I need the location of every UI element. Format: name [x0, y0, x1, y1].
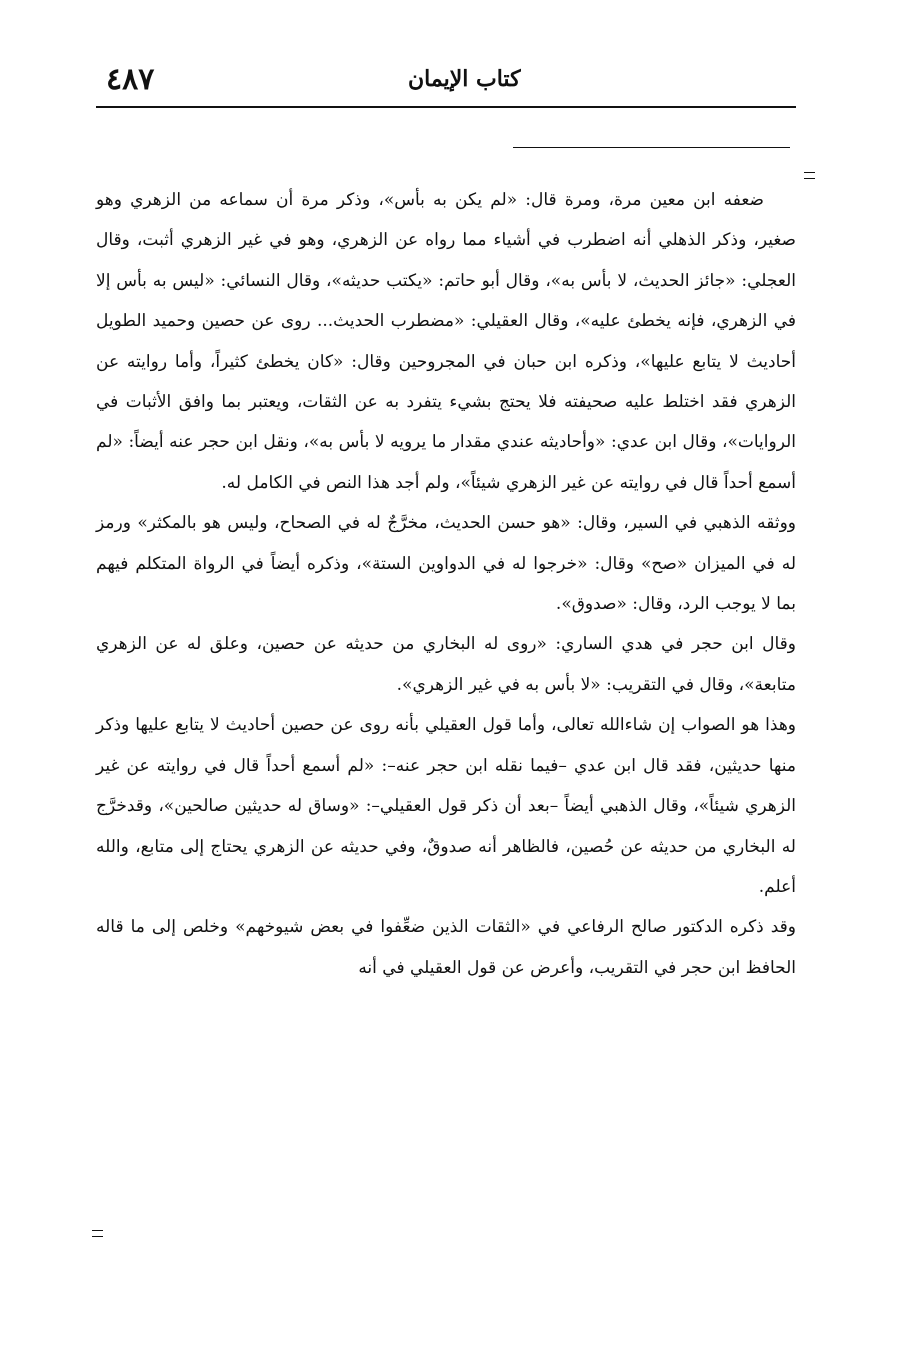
page-header	[96, 62, 796, 106]
paragraph: ضعفه ابن معين مرة، ومرة قال: «لم يكن به بأس»، وذكر مرة أن سماعه من الزهري وهو صغير، وذكر الذهلي أنه اضطرب في أشياء مما رواه عن الزهري، وهو في غير الزهري أثبت، وقال العجلي: «جائز الحديث، لا بأس به»، وقال أبو حاتم: «يكتب حديثه»، وقال النسائي: «ليس به بأس إلا في الزهري، فإنه يخطئ عليه»، وقال العقيلي: «مضطرب الحديث... روى عن حصين وحميد الطويل أحاديث لا يتابع عليها»، وذكره ابن حبان في المجروحين وقال: «كان يخطئ كثيراً، وأما روايته عن الزهري فقد اختلط عليه صحيفته فلا يحتج بشيء يتفرد به عن الثقات، ويعتبر بما وافق الأثبات في الروايات»، وقال ابن عدي: «وأحاديثه عندي مقدار ما يرويه لا بأس به»، ونقل ابن حجر عنه أيضاً: «لم أسمع أحداً قال في روايته عن غير الزهري شيئاً»، ولم أجد هذا النص في الكامل له.	[96, 190, 796, 493]
paragraph: وقد ذكره الدكتور صالح الرفاعي في «الثقات الذين ضعِّفوا في بعض شيوخهم» وخلص إلى ما قاله الحافظ ابن حجر في التقريب، وأعرض عن قول العقيلي في أنه	[96, 917, 796, 978]
running-title: كتاب الإيمان	[408, 66, 521, 92]
paragraph: وقال ابن حجر في هدي الساري: «روى له البخاري من حديثه عن حصين، وعلق له عن الزهري متابعة»، وقال في التقريب: «لا بأس به في غير الزهري».	[96, 634, 796, 695]
continuation-mark-top	[804, 172, 815, 179]
paragraph: ووثقه الذهبي في السير، وقال: «هو حسن الحديث، مخرَّجٌ له في الصحاح، وليس هو بالمكثر» ورمز له في الميزان «صح» وقال: «خرجوا له في الدواوين الستة»، وذكره أيضاً في الرواة المتكلم فيهم بما لا يوجب الرد، وقال: «صدوق».	[96, 513, 796, 615]
page-number: ٤٨٧	[106, 62, 155, 97]
continuation-mark-bottom	[92, 1230, 103, 1237]
main-text	[96, 180, 796, 988]
paragraph: وهذا هو الصواب إن شاءالله تعالى، وأما قول العقيلي بأنه روى عن حصين أحاديث لا يتابع عليها وذكر منها حديثين، فقد قال ابن عدي –فيما نقله ابن حجر عنه–: «لم أسمع أحداً قال في روايته عن غير الزهري شيئاً»، وقال الذهبي أيضاً –بعد أن ذكر قول العقيلي–: «وساق له حديثين صالحين»، وقدخرَّج له البخاري من حديثه عن حُصين، فالظاهر أنه صدوقٌ، وفي حديثه عن الزهري يحتاج إلى متابع، والله أعلم.	[96, 715, 796, 897]
header-rule	[96, 106, 796, 108]
footnote-separator	[513, 147, 790, 148]
